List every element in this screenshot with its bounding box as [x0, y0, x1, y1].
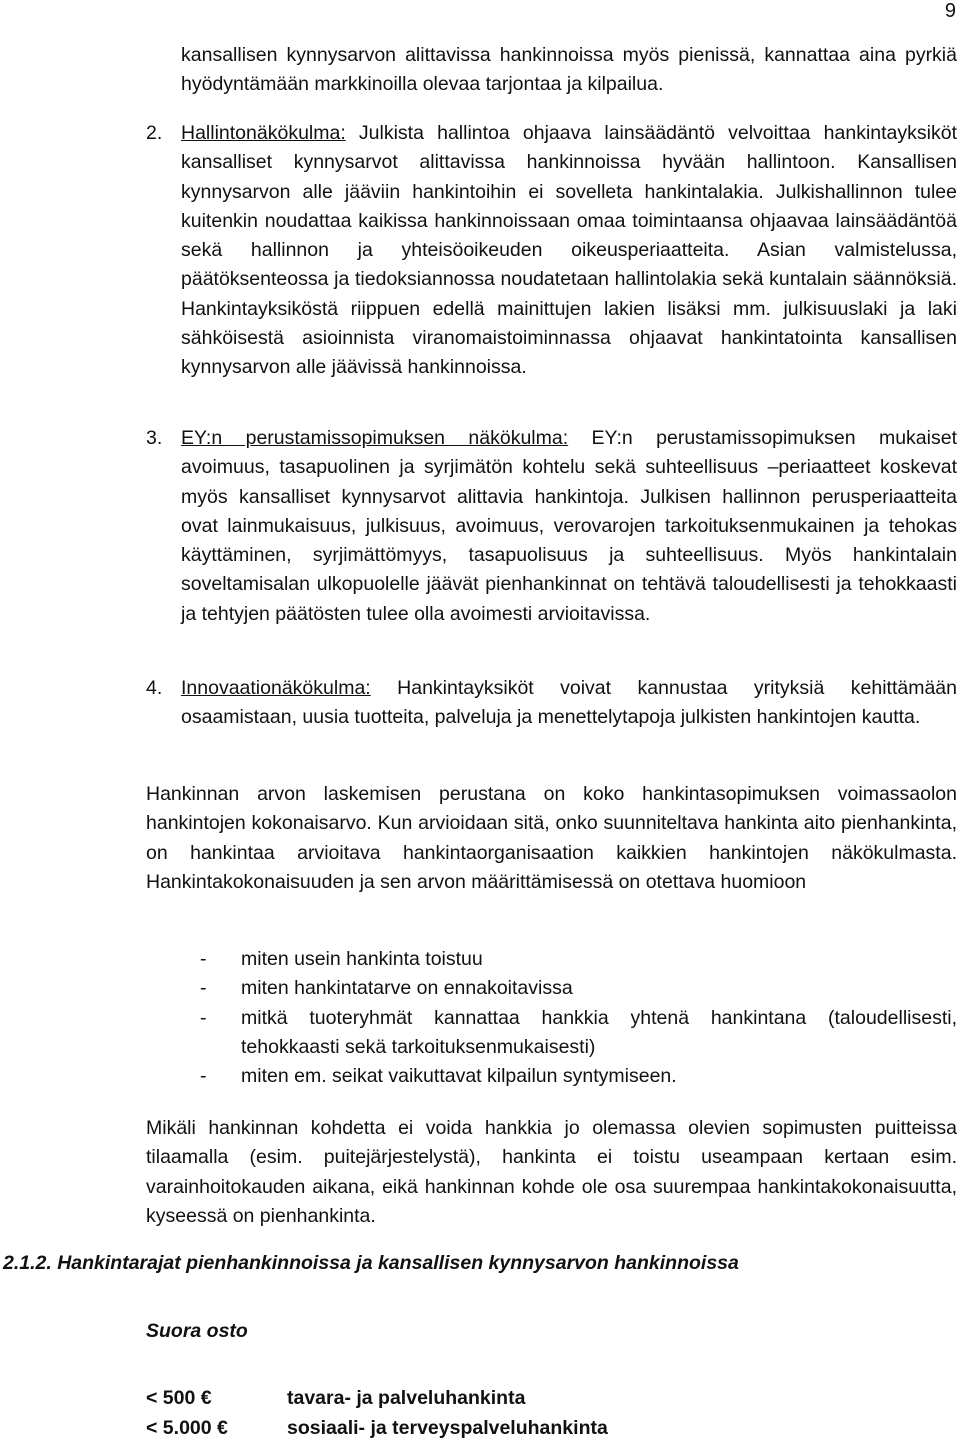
item-number: 2.: [146, 122, 163, 144]
item-number: 4.: [146, 677, 163, 699]
limits-table: [146, 1383, 608, 1443]
list-item-hallinto: [146, 119, 957, 383]
list-item-text: miten em. seikat vaikuttavat kilpailun syntymiseen.: [241, 1065, 677, 1088]
list-item: [200, 945, 957, 974]
item-title: Innovaationäkökulma:: [181, 677, 371, 699]
item-body: [181, 674, 957, 733]
paragraph-hankinnan-arvo: Hankinnan arvon laskemisen perustana on koko hankintasopimuksen voimassaolon hankintojen kokonaisarvo. Kun arvioidaan sitä, onko suunniteltava hankinta aito pienhankinta, on hankintaa arvioitava hankintaorganisaation kaikkien hankintojen näkökulmasta. Hankintakokonaisuuden ja sen arvon määrittämisessä on otettava huomioon: [146, 783, 957, 893]
limit-amount: < 5.000 €: [146, 1417, 228, 1439]
limit-row: [146, 1413, 608, 1443]
list-item-ey: [146, 424, 957, 629]
dash-list: [200, 945, 957, 1091]
item-body: [181, 424, 957, 629]
item-title: EY:n perustamissopimuksen näkökulma:: [181, 427, 569, 449]
limit-description: tavara- ja palveluhankinta: [287, 1387, 526, 1409]
list-item-text: miten hankintatarve on ennakoitavissa: [241, 977, 573, 1000]
list-item-innovaatio: [146, 674, 957, 733]
limit-description: sosiaali- ja terveyspalveluhankinta: [287, 1417, 608, 1439]
dash-marker: -: [200, 948, 207, 970]
item-number: 3.: [146, 427, 163, 449]
list-item-text: mitkä tuoteryhmät kannattaa hankkia yhtenä hankintana (taloudellisesti, tehokkaasti sekä tarkoituksenmukaisesti): [241, 1006, 957, 1058]
list-item: [200, 1062, 957, 1091]
item-body: [181, 119, 957, 383]
dash-marker: -: [200, 977, 207, 1000]
section-heading: 2.1.2. Hankintarajat pienhankinnoissa ja kansallisen kynnysarvon hankinnoissa: [3, 1252, 739, 1274]
item-text: EY:n perustamissopimuksen mukaiset avoimuus, tasapuolinen ja syrjimätön kohtelu sekä suhteellisuus –periaatteet koskevat myös kansalliset kynnysarvot alittavia hankintoja. Julkisen hallinnon perusperiaatteita ovat lainmukaisuus, julkisuus, avoimuus, verovarojen tarkoituksenmukainen ja tehokas käyttäminen, syrjimättömyys, tasapuolisuus ja suhteellisuus. Myös hankintalain soveltamisalan ulkopuolelle jäävät pienhankinnat on tehtävä taloudellisesti ja tehokkaasti ja tehtyjen päätösten tulee olla avoimesti arvioitavissa.: [181, 427, 957, 625]
list-item: [200, 1004, 957, 1063]
paragraph-pienhankinta: Mikäli hankinnan kohdetta ei voida hankkia jo olemassa olevien sopimusten puitteissa tilaamalla (esim. puitejärjestelystä), hankinta ei toistu useampaan kertaan esim. varainhoitokauden aikana, eikä hankinnan kohde ole osa suurempaa hankintakokonaisuutta, kyseessä on pienhankinta.: [146, 1117, 957, 1227]
dash-marker: -: [200, 1065, 207, 1088]
item-text: Hankintayksiköt voivat kannustaa yrityksiä kehittämään osaamistaan, uusia tuotteita, palveluja ja menettelytapoja julkisten hankintojen kautta.: [181, 677, 957, 729]
list-item-text: miten usein hankinta toistuu: [241, 948, 483, 970]
dash-marker: -: [200, 1006, 207, 1029]
limit-row: [146, 1383, 608, 1413]
item-text: Julkista hallintoa ohjaava lainsäädäntö velvoittaa hankintayksiköt kansalliset kynnysarvot alittavissa hankinnoissa hyvään hallintoon. Kansallisen kynnysarvon alle jääviin hankintoihin ei sovelleta hankintalakia. Julkishallinnon tulee kuitenkin noudattaa kaikissa hankinnoissaan omaa toimintaansa ohjaavaa lainsäädäntöä sekä hallinnon ja yhteisöoikeuden oikeusperiaatteita. Asian valmistelussa, päätöksenteossa ja tiedoksiannossa noudatetaan hallintolakia sekä kuntalain säännöksiä. Hankintayksiköstä riippuen edellä mainittujen lakien lisäksi mm. julkisuuslaki ja laki sähköisestä asioinnista viranomaistoiminnassa ohjaavat hankintatointa kansallisen kynnysarvon alle jäävissä hankinnoissa.: [181, 122, 957, 379]
item-title: Hallintonäkökulma:: [181, 122, 346, 144]
subheading-suora-osto: Suora osto: [146, 1320, 248, 1342]
page-number: 9: [944, 0, 956, 22]
intro-paragraph: kansallisen kynnysarvon alittavissa hankinnoissa myös pienissä, kannattaa aina pyrkiä hyödyntämään markkinoilla olevaa tarjontaa ja kilpailua.: [181, 44, 957, 96]
list-item: [200, 974, 957, 1003]
limit-amount: < 500 €: [146, 1387, 212, 1409]
